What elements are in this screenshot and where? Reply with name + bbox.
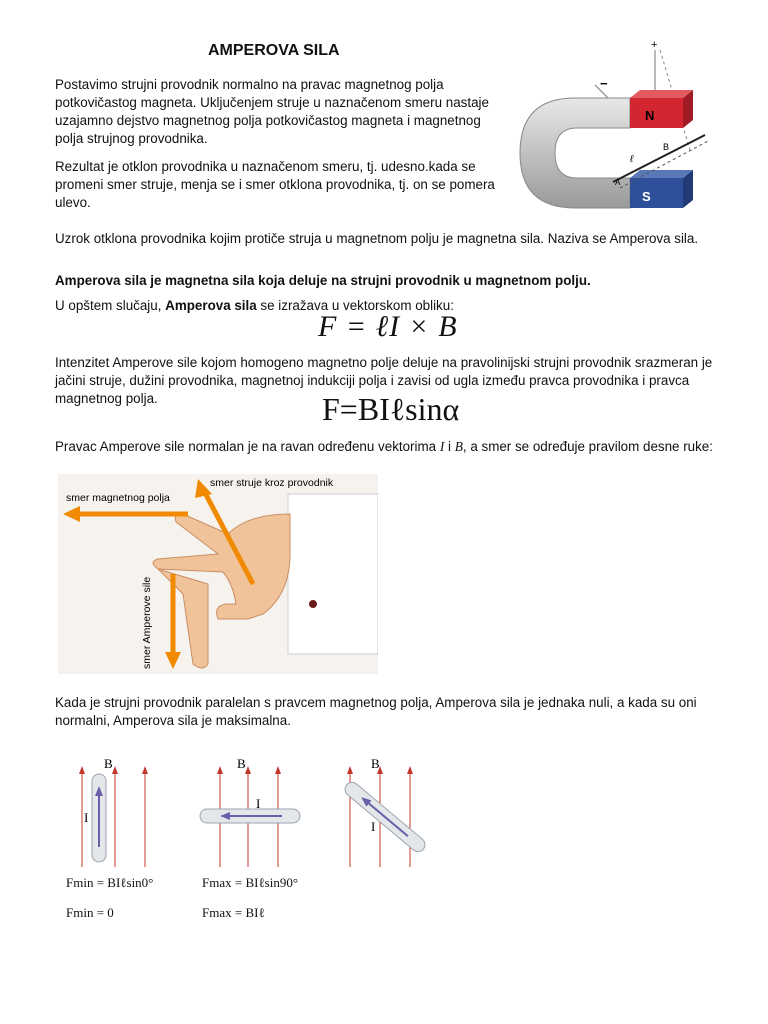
text-segment: U opštem slučaju, bbox=[55, 298, 166, 313]
b-label: B bbox=[104, 756, 113, 771]
i-label: I bbox=[84, 810, 89, 825]
paragraph-conclusion: Kada je strujni provodnik paralelan s pravcem magnetnog polja, Amperova sila je jednaka nuli, a kada su oni normalni, Amperova sila je maksimalna. bbox=[55, 695, 697, 728]
point-a-label: A bbox=[615, 178, 621, 187]
length-label: ℓ bbox=[630, 154, 634, 165]
label-current-direction: smer struje kroz provodnik bbox=[210, 477, 334, 489]
i-label: I bbox=[371, 819, 376, 834]
diagram-perpendicular bbox=[200, 756, 300, 867]
south-label: S bbox=[642, 189, 651, 204]
right-hand-rule-illustration bbox=[58, 474, 378, 674]
formula-scalar: F=BIℓsinα bbox=[322, 391, 460, 427]
minus-sign: − bbox=[600, 76, 608, 91]
text-segment-bold: Amperova sila bbox=[165, 298, 257, 313]
page-title: AMPEROVA SILA bbox=[208, 42, 340, 59]
north-label: N bbox=[645, 108, 655, 123]
b-label: B bbox=[237, 756, 246, 771]
horseshoe-magnet-illustration bbox=[515, 40, 725, 220]
south-pole bbox=[630, 178, 683, 208]
paragraph-intro: Postavimo strujni provodnik normalno na pravac magnetnog polja potkovičastog magneta. Uključenjem struje u naznačenom smeru nastaje uzajamno dejstvo magnetnog polja potkovičastog magneta i magnetnog polja strujnog provodnika. bbox=[55, 77, 489, 146]
north-pole bbox=[630, 98, 683, 128]
conductor-angle-diagrams bbox=[60, 752, 460, 872]
diagram-parallel bbox=[79, 756, 148, 867]
paragraph-definition: Amperova sila je magnetna sila koja deluje na strujni provodnik u magnetnom polju. bbox=[55, 273, 591, 288]
vector-b: B bbox=[454, 439, 463, 454]
formula-fmax-1: Fmax = BIℓsin90° bbox=[202, 875, 299, 890]
paragraph-cause: Uzrok otklona provodnika kojim protiče struja u magnetnom polju je magnetna sila. Naziva se Amperova sila. bbox=[55, 231, 699, 246]
label-force-direction: smer Amperove sile bbox=[141, 576, 153, 669]
i-label: I bbox=[256, 796, 261, 811]
horseshoe-body bbox=[520, 98, 630, 208]
text-segment: se izražava u vektorskom obliku: bbox=[256, 298, 454, 313]
vector-i: I bbox=[439, 439, 445, 454]
text-segment: Pravac Amperove sile normalan je na ravan određenu vektorima bbox=[55, 439, 440, 454]
paragraph-result: Rezultat je otklon provodnika u naznačenom smeru, tj. udesno.kada se promeni smer struje, menja se i smer otklona provodnika, tj. on se pomera ulevo. bbox=[55, 159, 495, 210]
text-segment: i bbox=[444, 439, 455, 454]
cufflink bbox=[309, 600, 317, 608]
formula-fmin-1: Fmin = BIℓsin0° bbox=[66, 875, 154, 890]
point-b-label: B bbox=[663, 142, 670, 152]
north-pole-top bbox=[630, 90, 693, 98]
diagram-angled bbox=[342, 756, 428, 867]
formula-vector: F = ℓI × B bbox=[318, 310, 458, 343]
text-segment: , a smer se određuje pravilom desne ruke: bbox=[462, 439, 713, 454]
paragraph-intensity: Intenzitet Amperove sile kojom homogeno magnetno polje deluje na pravolinijski strujni provodnik srazmeran je jačini struje, dužini provodnika, magnetnoj indukciji polja i zavisi od ugla između pravca provodnika i pravca magnetnog polja. bbox=[55, 355, 713, 406]
paragraph-direction bbox=[55, 438, 735, 456]
formula-fmax-2: Fmax = BIℓ bbox=[202, 905, 265, 920]
formula-fmin-2: Fmin = 0 bbox=[66, 905, 114, 920]
b-label: B bbox=[371, 756, 380, 771]
plus-sign: + bbox=[651, 40, 658, 51]
shirt-sleeve bbox=[288, 494, 378, 654]
label-field-direction: smer magnetnog polja bbox=[66, 492, 170, 504]
